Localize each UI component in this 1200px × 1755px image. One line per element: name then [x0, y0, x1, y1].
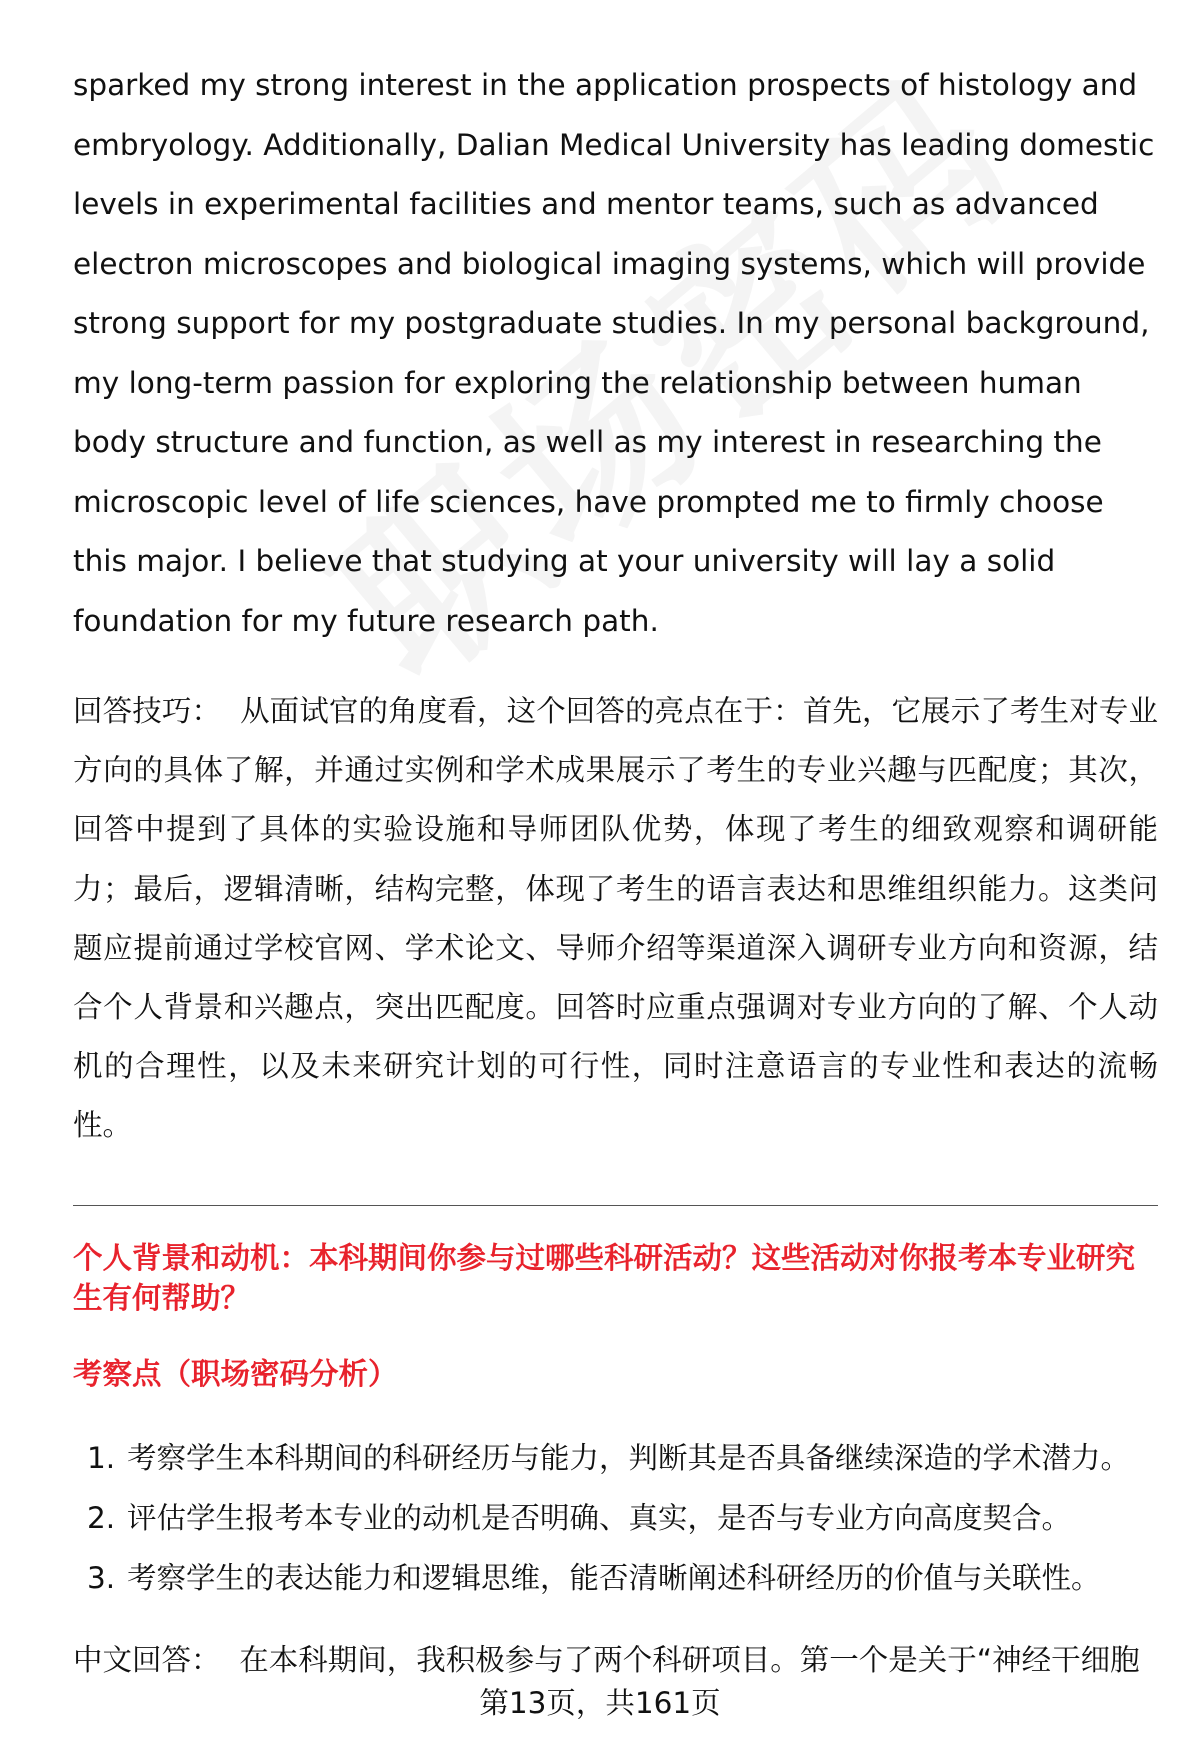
list-item — [73, 1428, 1158, 1488]
list-item — [73, 1488, 1158, 1548]
section-divider — [73, 1205, 1158, 1206]
answer-text: 在本科期间，我积极参与了两个科研项目。第一个是关于“神经干细胞 — [239, 1643, 1140, 1677]
english-answer-paragraph: sparked my strong interest in the application prospects of histology and embryology. Additionally, Dalian Medical University has leading domestic levels in experimental facilities and mentor teams, such as advanced electron microscopes and biological imaging systems, which will provide strong support for my postgraduate studies. In my personal background, my long-term passion for exploring the relationship between human body structure and function, as well as my interest in researching the microscopic level of life sciences, have prompted me to firmly choose this major. I believe that studying at your university will lay a solid foundation for my future research path. — [73, 68, 1155, 638]
answer-label: 中文回答： — [73, 1643, 221, 1677]
list-item-number: 1. — [87, 1441, 116, 1475]
list-item-number: 2. — [87, 1501, 116, 1535]
list-item-text: 考察学生的表达能力和逻辑思维，能否清晰阐述科研经历的价值与关联性。 — [127, 1561, 1101, 1595]
tips-label: 回答技巧： — [73, 694, 222, 728]
page-number-footer: 第13页，共161页 — [479, 1686, 721, 1720]
question-heading: 个人背景和动机：本科期间你参与过哪些科研活动？这些活动对你报考本专业研究生有何帮助？ — [73, 1241, 1136, 1315]
answer-tips-paragraph — [73, 682, 1158, 1156]
document-page — [73, 0, 1158, 1755]
assessment-points-list — [73, 1428, 1158, 1608]
tips-text: 从面试官的角度看，这个回答的亮点在于：首先，它展示了考生对专业方向的具体了解，并通过实例和学术成果展示了考生的专业兴趣与匹配度；其次，回答中提到了具体的实验设施和导师团队优势，体现了考生的细致观察和调研能力；最后，逻辑清晰，结构完整，体现了考生的语言表达和思维组织能力。这类问题应提前通过学校官网、学术论文、导师介绍等渠道深入调研专业方向和资源，结合个人背景和兴趣点，突出匹配度。回答时应重点强调对专业方向的了解、个人动机的合理性，以及未来研究计划的可行性，同时注意语言的专业性和表达的流畅性。 — [73, 694, 1158, 1143]
chinese-answer-paragraph — [73, 1640, 1158, 1680]
list-item-text: 考察学生本科期间的科研经历与能力，判断其是否具备继续深造的学术潜力。 — [127, 1441, 1131, 1475]
assessment-points-title: 考察点（职场密码分析） — [73, 1357, 398, 1391]
list-item — [73, 1548, 1158, 1608]
list-item-number: 3. — [87, 1561, 116, 1595]
list-item-text: 评估学生报考本专业的动机是否明确、真实，是否与专业方向高度契合。 — [127, 1501, 1072, 1535]
